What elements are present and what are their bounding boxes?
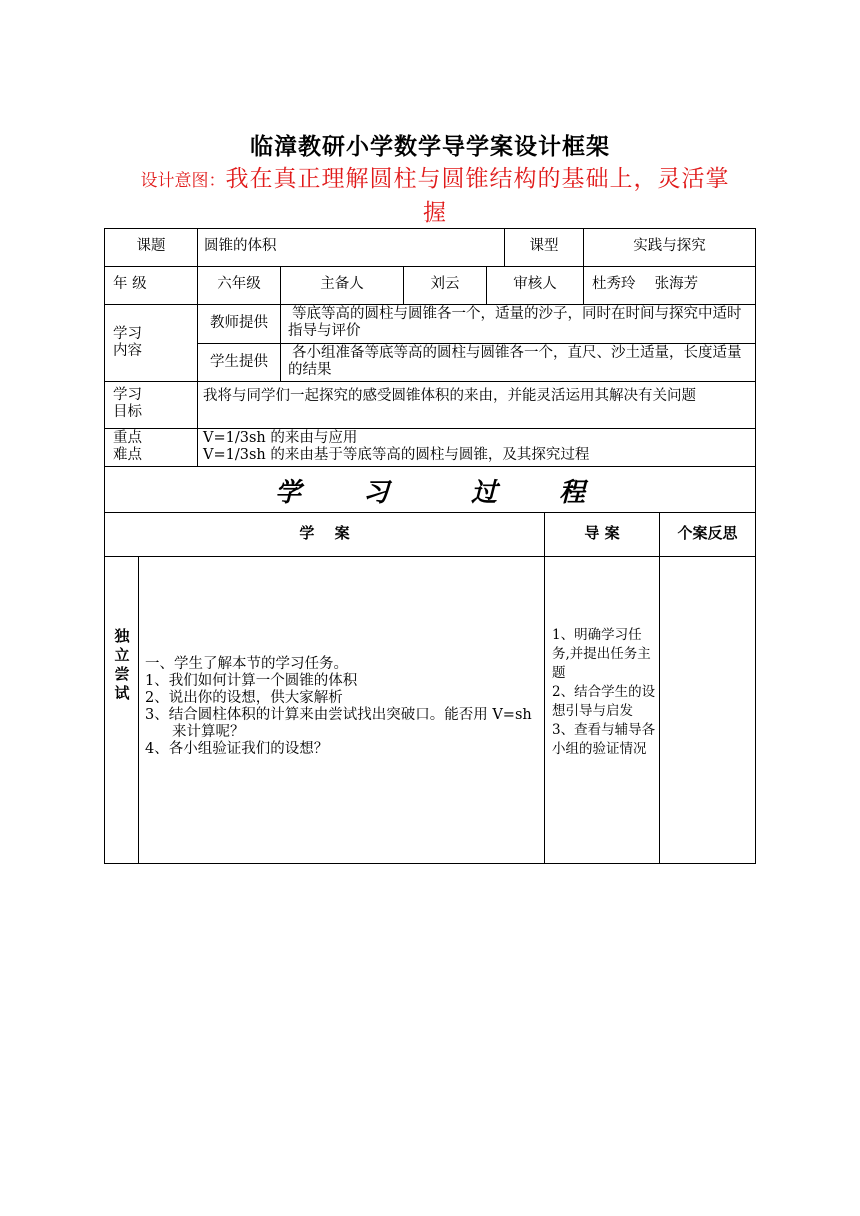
process-char: 程: [559, 478, 586, 508]
keypoint-line2: V=1/3sh 的来由基于等底等高的圆柱与圆锥，及其探究过程: [203, 447, 590, 463]
study-line: 一、学生了解本节的学习任务。: [145, 656, 348, 672]
study-content: [145, 656, 541, 758]
lead-value: 刘云: [430, 276, 460, 292]
section-label-char: 独: [114, 627, 130, 645]
study-line: 4、各小组验证我们的设想？: [145, 741, 329, 757]
guide-line: 2、结合学生的设想引导与启发: [552, 684, 656, 719]
content-label: [113, 326, 193, 360]
lead-label: 主备人: [320, 276, 364, 292]
column-guide: 导 案: [584, 524, 620, 542]
reflection-cell[interactable]: [660, 557, 755, 863]
grade-label: 年 级: [113, 276, 147, 292]
type-value: 实践与探究: [633, 238, 706, 254]
student-text: 各小组准备等底等高的圆柱与圆锥各一个，直尺、沙土适量，长度适量的结果: [288, 345, 742, 378]
design-intent: [130, 163, 740, 231]
review-value: 杜秀玲 张海芳: [592, 276, 699, 292]
topic-label: 课题: [136, 238, 166, 254]
content-label-line1: 学习: [113, 326, 142, 342]
section-label-char: 立: [114, 646, 130, 664]
process-char: 过: [471, 478, 498, 508]
study-line: 1、我们如何计算一个圆锥的体积: [145, 673, 358, 689]
goal-label-line1: 学习: [113, 387, 142, 403]
study-line: 2、说出你的设想，供大家解析: [145, 690, 343, 706]
goal-label: [113, 387, 193, 421]
content-label-line2: 内容: [113, 343, 142, 359]
process-char: 习: [362, 478, 389, 508]
column-study: 学 案: [299, 524, 350, 542]
section-label: [109, 627, 135, 703]
goal-text: 我将与同学们一起探究的感受圆锥体积的来由，并能灵活运用其解决有关问题: [203, 388, 696, 404]
goal-label-line2: 目标: [113, 404, 142, 420]
teacher-text: 等底等高的圆柱与圆锥各一个，适量的沙子，同时在时间与探究中适时指导与评价: [288, 306, 742, 339]
keypoint-line1: V=1/3sh 的来由与应用: [203, 430, 358, 446]
design-intent-label: 设计意图：: [140, 171, 226, 191]
section-label-char: 尝: [114, 665, 130, 683]
keypoints-text: [203, 430, 753, 464]
topic-value: 圆锥的体积: [204, 238, 277, 254]
guide-line: 1、明确学习任务,并提出任务主题: [552, 627, 651, 681]
teacher-label: 教师提供: [210, 315, 268, 331]
section-label-char: 试: [114, 684, 130, 702]
guide-line: 3、查看与辅导各小组的验证情况: [552, 722, 656, 757]
study-line: 3、结合圆柱体积的计算来由尝试找出突破口。能否用 V=sh 来计算呢？: [145, 707, 532, 740]
keypoints-label: [113, 430, 193, 464]
design-intent-text: 我在真正理解圆柱与圆锥结构的基础上，灵活掌握: [225, 166, 730, 226]
student-label: 学生提供: [210, 354, 268, 370]
document-title: 临漳教研小学数学导学案设计框架: [250, 133, 610, 160]
process-heading: [105, 472, 755, 509]
grade-value: 六年级: [217, 276, 261, 292]
type-label: 课型: [529, 238, 559, 254]
process-char: 学: [274, 478, 301, 508]
keypoints-label-line2: 难点: [113, 447, 142, 463]
review-label: 审核人: [513, 276, 557, 292]
keypoints-label-line1: 重点: [113, 430, 142, 446]
guide-content: [552, 626, 656, 759]
column-reflect: 个案反思: [677, 524, 738, 542]
